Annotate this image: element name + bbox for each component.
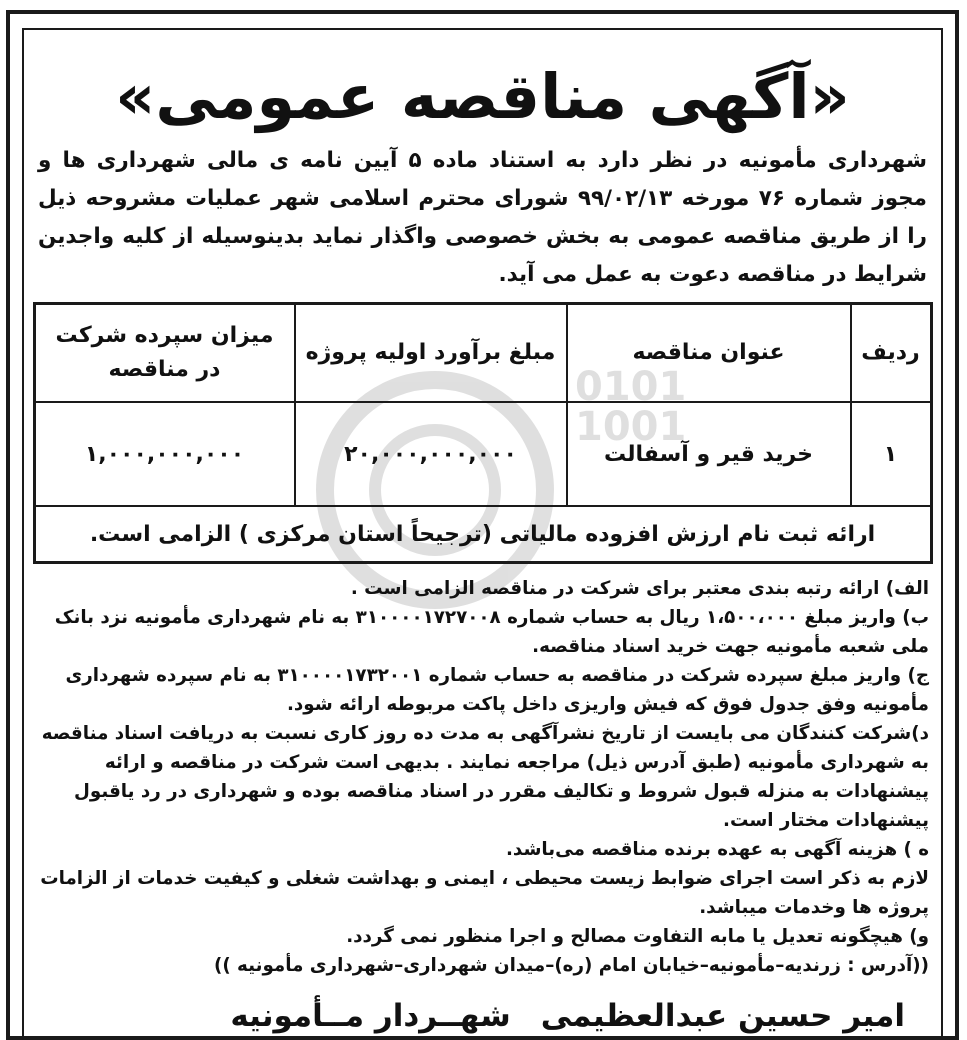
header-deposit: میزان سپرده شرکت در مناقصه	[34, 304, 295, 403]
notice-content	[30, 40, 935, 1034]
svg-text:0101: 0101	[575, 364, 687, 410]
row-title: خرید قیر و آسفالت	[567, 402, 851, 506]
header-estimate: مبلغ برآورد اولیه پروژه	[295, 304, 567, 403]
svg-text:1001: 1001	[575, 404, 687, 450]
header-index: ردیف	[851, 304, 932, 403]
notice-title: «آگهی مناقصه عمومی»	[115, 60, 850, 133]
signature-name: امیر حسین عبدالعظیمی	[540, 998, 905, 1035]
address-line: ((آدرس : زرندیه–مأمونیه–خیابان امام (ره)–میدان شهرداری–شهرداری مأمونیه ))	[213, 955, 929, 977]
notice-intro: شهرداری مأمونیه در نظر دارد به استناد ماده ۵ آیین نامه ی مالی شهرداری ها و مجوز شماره ۷۶ مورخه ۹۹/۰۲/۱۳ شورای محترم اسلامی شهر عملیات مشروحه ذیل را از طریق مناقصه عمومی به بخش خصوصی واگذار نماید بدینوسیله از کلیه واجدین شرایط در مناقصه دعوت به عمل می آید.	[38, 148, 927, 288]
condition-item: ب) واریز مبلغ ۱،۵۰۰،۰۰۰ ریال به حساب شماره ۳۱۰۰۰۰۱۷۲۷۰۰۸ به نام شهرداری مأمونیه نزد بانک ملی شعبه مأمونیه جهت خرید اسناد مناقصه.	[54, 607, 929, 658]
row-deposit: ۱,۰۰۰,۰۰۰,۰۰۰	[34, 402, 295, 506]
condition-item: ج) واریز مبلغ سپرده شرکت در مناقصه به حساب شماره ۳۱۰۰۰۰۱۷۳۲۰۰۱ به نام سپرده شهرداری مأمونیه وفق جدول فوق که فیش واریزی داخل پاکت مربوطه ارائه شود.	[65, 665, 929, 716]
header-title: عنوان مناقصه	[567, 304, 851, 403]
condition-item: الف) ارائه رتبه بندی معتبر برای شرکت در مناقصه الزامی است .	[350, 578, 929, 600]
row-index: ۱	[851, 402, 932, 506]
table-note-row	[34, 506, 931, 563]
tender-table	[33, 302, 933, 564]
table-row	[34, 402, 931, 506]
condition-item: د)شرکت کنندگان می بایست از تاریخ نشرآگهی به مدت ده روز کاری نسبت به دریافت اسناد مناقصه به شهرداری مأمونیه (طبق آدرس ذیل) مراجعه نمایند . بدیهی است شرکت در مناقصه و ارائه پیشنهادات به منزله قبول شروط و تکالیف مقرر در اسناد مناقصه بوده و شهرداری در رد یاقبول پیشنهادات مختار است.	[41, 723, 929, 832]
condition-item: لازم به ذکر است اجرای ضوابط زیست محیطی ، ایمنی و بهداشت شغلی و کیفیت خدمات از الزامات پروژه ها وخدمات میباشد.	[40, 868, 929, 919]
conditions-list	[36, 574, 929, 980]
signature-role: شهــردار مــأمونیه	[230, 998, 511, 1035]
table-note: ارائه ثبت نام ارزش افزوده مالیاتی (ترجیحاً استان مرکزی ) الزامی است.	[34, 506, 931, 563]
condition-item: و) هیچگونه تعدیل یا مابه التفاوت مصالح و اجرا منظور نمی گردد.	[346, 926, 929, 948]
row-estimate: ۲۰,۰۰۰,۰۰۰,۰۰۰	[295, 402, 567, 506]
table-header-row	[34, 304, 931, 403]
condition-item: ه ) هزینه آگهی به عهده برنده مناقصه می‌باشد.	[505, 839, 929, 861]
signature	[30, 998, 905, 1034]
